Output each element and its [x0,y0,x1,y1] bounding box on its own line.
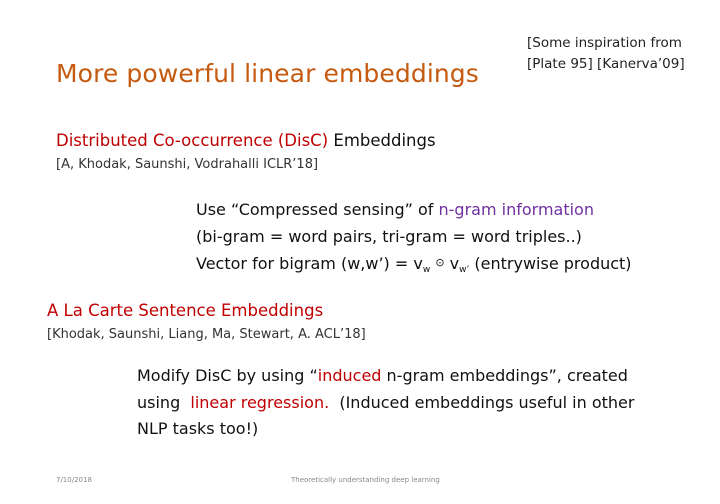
subscript-w: w [422,265,431,275]
section2-line2-text: using [137,392,191,412]
section2-body [137,363,634,443]
section2-line1-suffix: n-gram embeddings”, created [381,366,628,385]
inspiration-note-line2: [Plate 95] [Kanerva’09] [527,56,685,72]
section1-citation: [A, Khodak, Saunshi, Vodrahalli ICLR’18] [56,157,319,172]
section2-line1 [137,363,634,390]
section2-citation: [Khodak, Saunshi, Liang, Ma, Stewart, A. ACL’18] [47,327,366,342]
section2-line3: NLP tasks too!) [137,419,259,438]
inspiration-note [527,33,685,75]
section1-line3 [196,250,632,284]
slide-title: More powerful linear embeddings [56,59,479,88]
section2-line1-text: Modify DisC by using “ [137,366,318,385]
section1-line1-highlight: n-gram information [438,200,594,219]
section2-line2-highlight: linear regression. [190,392,330,412]
section1-line1-text: Use “Compressed sensing” of [196,200,439,219]
section2-line2 [137,390,634,417]
subscript-w-prime: w’ [459,265,470,275]
footer-date: 7/10/2018 [56,476,92,484]
section1-line2: (bi-gram = word pairs, tri-gram = word triples..) [196,226,582,246]
section1-title-highlight: Distributed Co-occurrence (DisC) [56,131,329,150]
section2-line1-highlight: induced [317,366,382,385]
section1-line3-suffix: (entrywise product) [474,254,632,273]
section1-line1 [196,197,632,224]
section1-title [56,131,436,150]
section2-line2-suffix: (Induced embeddings useful in other [329,392,635,412]
section1-body [196,197,632,284]
footer-title: Theoretically understanding deep learning [291,476,440,484]
section2-title: A La Carte Sentence Embeddings [47,301,324,320]
section1-title-rest: Embeddings [328,131,436,150]
inspiration-note-line1: [Some inspiration from [527,35,682,51]
vector-v: v [449,254,460,273]
entrywise-product-symbol: ⊙ [435,256,445,269]
section1-line3-text: Vector for bigram (w,w’) = v [196,254,423,273]
